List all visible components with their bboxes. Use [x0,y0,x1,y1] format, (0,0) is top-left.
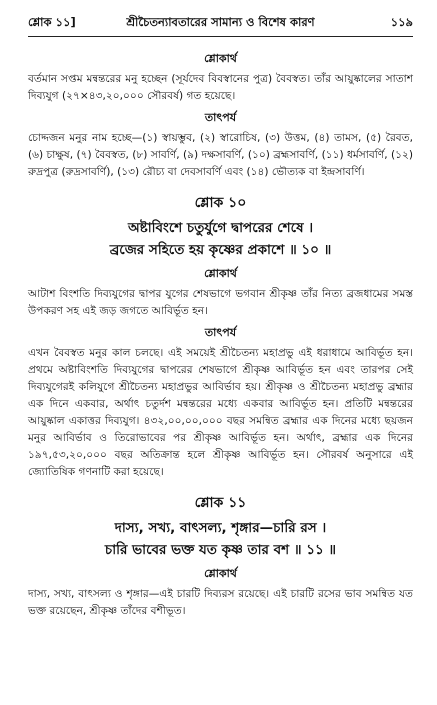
purport-paragraph: চোদ্দজন মনুর নাম হচ্ছে—(১) স্বায়ম্ভুব, (২) স্বারোচিষ, (৩) উত্তম, (৪) তামস, (৫) রৈবত, (৬) চাক্ষুষ, (৭) বৈবস্বত, (৮) সাবর্ণি, (৯) দক্ষসাবর্ণি, (১০) ব্রহ্মসাবর্ণি, (১১) ধর্মসাবর্ণি, (১২) রুদ্রপুত্র (রুদ্রসাবর্ণি), (১৩) রৌচ্য বা দেবসাবর্ণি এবং (১৪) ভৌত্যক বা ইন্দ্রসাবর্ণি। [28,132,413,178]
running-header [28,14,413,32]
verse-line: চারি ভাবের ভক্ত যত কৃষ্ণ তার বশ ॥ ১১ ॥ [104,542,337,558]
verse-number: শ্লোক ১০ [194,195,247,211]
translation-label: শ্লোকার্থ [204,52,237,65]
page-content [28,46,413,624]
translation-paragraph: আটাশ বিংশতি দিব্যযুগের দ্বাপর যুগের শেষভাগে ভগবান শ্রীকৃষ্ণ তাঁর নিত্য ব্রজধামের সমস্ত উপকরণ সহ এই জড় জগতে আবির্ভূত হন। [28,288,413,317]
purport-paragraph: এখন বৈবস্বত মনুর কাল চলছে। এই সময়েই শ্রীচৈতন্য মহাপ্রভু এই ধরাধামে আবির্ভূত হন। প্রথমে অষ্টাবিংশতি দিব্যযুগের দ্বাপরের শেষভাগে শ্রীকৃষ্ণ আবির্ভূত হন এবং তারপর সেই দিব্যযুগেরই কলিযুগে শ্রীচৈতন্য মহাপ্রভুর আবির্ভাব হয়। শ্রীকৃষ্ণ ও শ্রীচৈতন্য মহাপ্রভু ব্রহ্মার এক দিনে একবার, অর্থাৎ চতুর্দশ মন্বন্তরের মধ্যে একবার আবির্ভূত হন। প্রতিটি মন্বন্তরের আয়ুষ্কাল একাত্তর দিব্যযুগ। ৪৩২,০০,০০,০০০ বছর সমন্বিত ব্রহ্মার এক দিনের মধ্যে ছয়জন মনুর আবির্ভাব ও তিরোভাবের পর শ্রীকৃষ্ণ আবির্ভূত হন। অর্থাৎ, ব্রহ্মার এক দিনের ১৯৭,৫৩,২০,০০০ বছর অতিক্রান্ত হলে শ্রীকৃষ্ণ আবির্ভূত হন। সৌরবর্ষ অনুসারে এই জ্যোতিষিক গণনাটি করা হয়েছে। [28,347,413,478]
translation-paragraph: দাস্য, সখ্য, বাৎসল্য ও শৃঙ্গার—এই চারটি দিব্যরস রয়েছে। এই চারটি রসের ভাব সমন্বিত যত ভক্ত রয়েছেন, শ্রীকৃষ্ণ তাঁদের বশীভূত। [28,588,413,617]
verse-line: দাস্য, সখ্য, বাৎসল্য, শৃঙ্গার—চারি রস । [114,520,327,536]
header-page-number: ১১৯ [390,15,413,29]
purport-label: তাৎপর্য [204,326,237,339]
verse-number: শ্লোক ১১ [194,495,247,511]
translation-paragraph: বর্তমান সপ্তম মন্বন্তরের মনু হচ্ছেন (সূর্যদেব বিবস্বানের পুত্র) বৈবস্বত। তাঁর আয়ুষ্কালের সাতাশ দিব্যযুগ (২৭×৪৩,২০,০০০ সৌরবর্ষ) গত হয়েছে। [28,73,413,102]
purport-label: তাৎপর্য [204,111,237,124]
verse-line: অষ্টাবিংশে চতুর্যুগে দ্বাপরের শেষে । [127,220,314,236]
translation-label: শ্লোকার্থ [204,567,237,580]
translation-label: শ্লোকার্থ [204,267,237,280]
header-verse-range: শ্লোক ১১] [28,15,76,29]
header-title: শ্রীচৈতন্যাবতারের সামান্য ও বিশেষ কারণ [126,15,315,29]
verse-line: ব্রজের সহিতে হয় কৃষ্ণের প্রকাশে ॥ ১০ ॥ [109,242,332,258]
header-rule [28,36,413,37]
